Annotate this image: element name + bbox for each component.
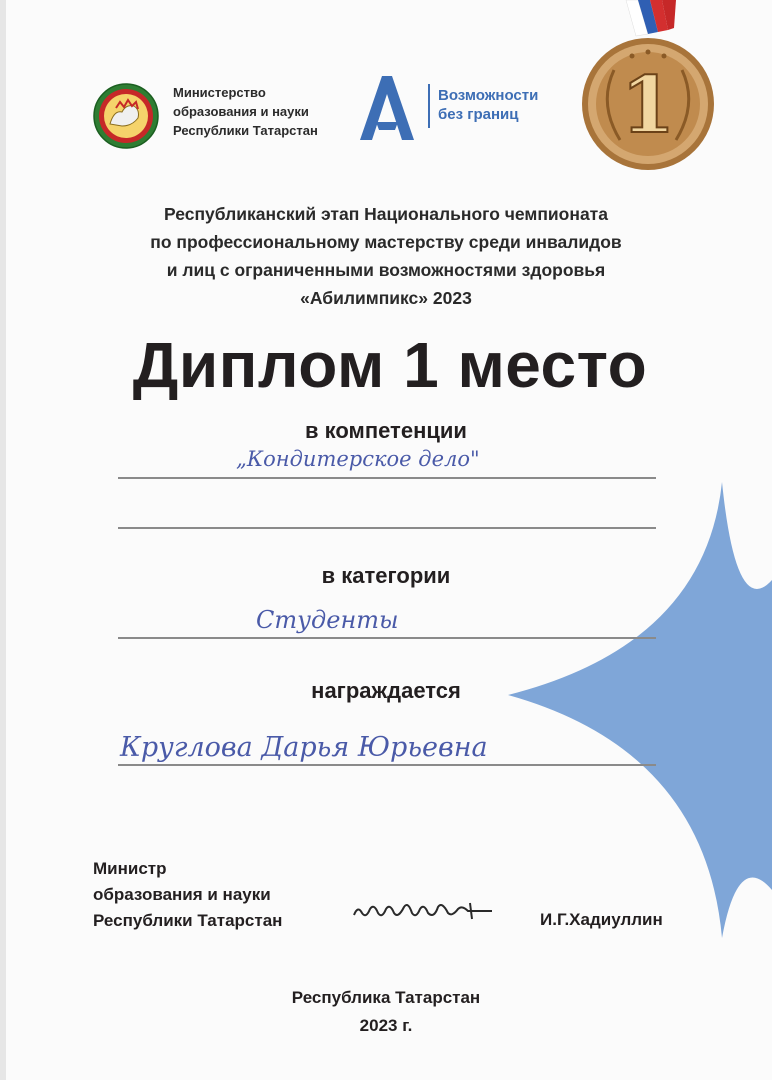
footer-line: Республика Татарстан: [291, 988, 481, 1007]
ministry-line: Республики Татарстан: [173, 123, 318, 138]
ministry-name: [173, 83, 318, 140]
logo-divider: [428, 84, 430, 128]
competence-value: „Кондитерское дело": [236, 447, 480, 471]
heading-line: и лиц с ограниченными возможностями здоровья: [166, 260, 606, 280]
heading-line: «Абилимпикс» 2023: [300, 288, 472, 308]
championship-heading: [86, 200, 686, 312]
footer-place-date: [186, 984, 586, 1040]
handwritten-signature: [350, 895, 500, 925]
page-edge: [0, 0, 6, 1080]
position-line: образования и науки: [93, 885, 271, 904]
slogan-line: Возможности: [438, 87, 539, 104]
awardee-name: Круглова Дарья Юрьевна: [120, 732, 488, 763]
position-line: Министр: [93, 859, 167, 878]
heading-line: по профессиональному мастерству среди инвалидов: [150, 232, 622, 252]
heading-line: Республиканский этап Национального чемпионата: [164, 204, 608, 224]
decorative-star-shape: [500, 470, 772, 940]
category-label: в категории: [321, 563, 451, 588]
ministry-line: Министерство: [173, 85, 266, 100]
awarded-label: награждается: [311, 678, 461, 703]
abilympics-slogan: [438, 86, 538, 124]
ministry-line: образования и науки: [173, 104, 309, 119]
category-value: Студенты: [256, 606, 399, 634]
medal-number: 1: [620, 60, 676, 151]
footer-line: 2023 г.: [359, 1016, 413, 1035]
awardee-line: [118, 764, 656, 766]
abilympics-logo-icon: [356, 72, 418, 142]
position-line: Республики Татарстан: [93, 911, 283, 930]
slogan-line: без границ: [438, 106, 519, 123]
category-line: [118, 637, 656, 639]
competence-label: в компетенции: [305, 418, 467, 443]
competence-line-2: [118, 527, 656, 529]
tatarstan-emblem-icon: [92, 82, 160, 150]
competence-line: [118, 477, 656, 479]
gold-medal-icon: [576, 0, 726, 175]
diploma-title: Диплом 1 место: [132, 329, 648, 401]
signer-position: [93, 856, 282, 934]
signer-name: И.Г.Хадиуллин: [540, 910, 663, 929]
